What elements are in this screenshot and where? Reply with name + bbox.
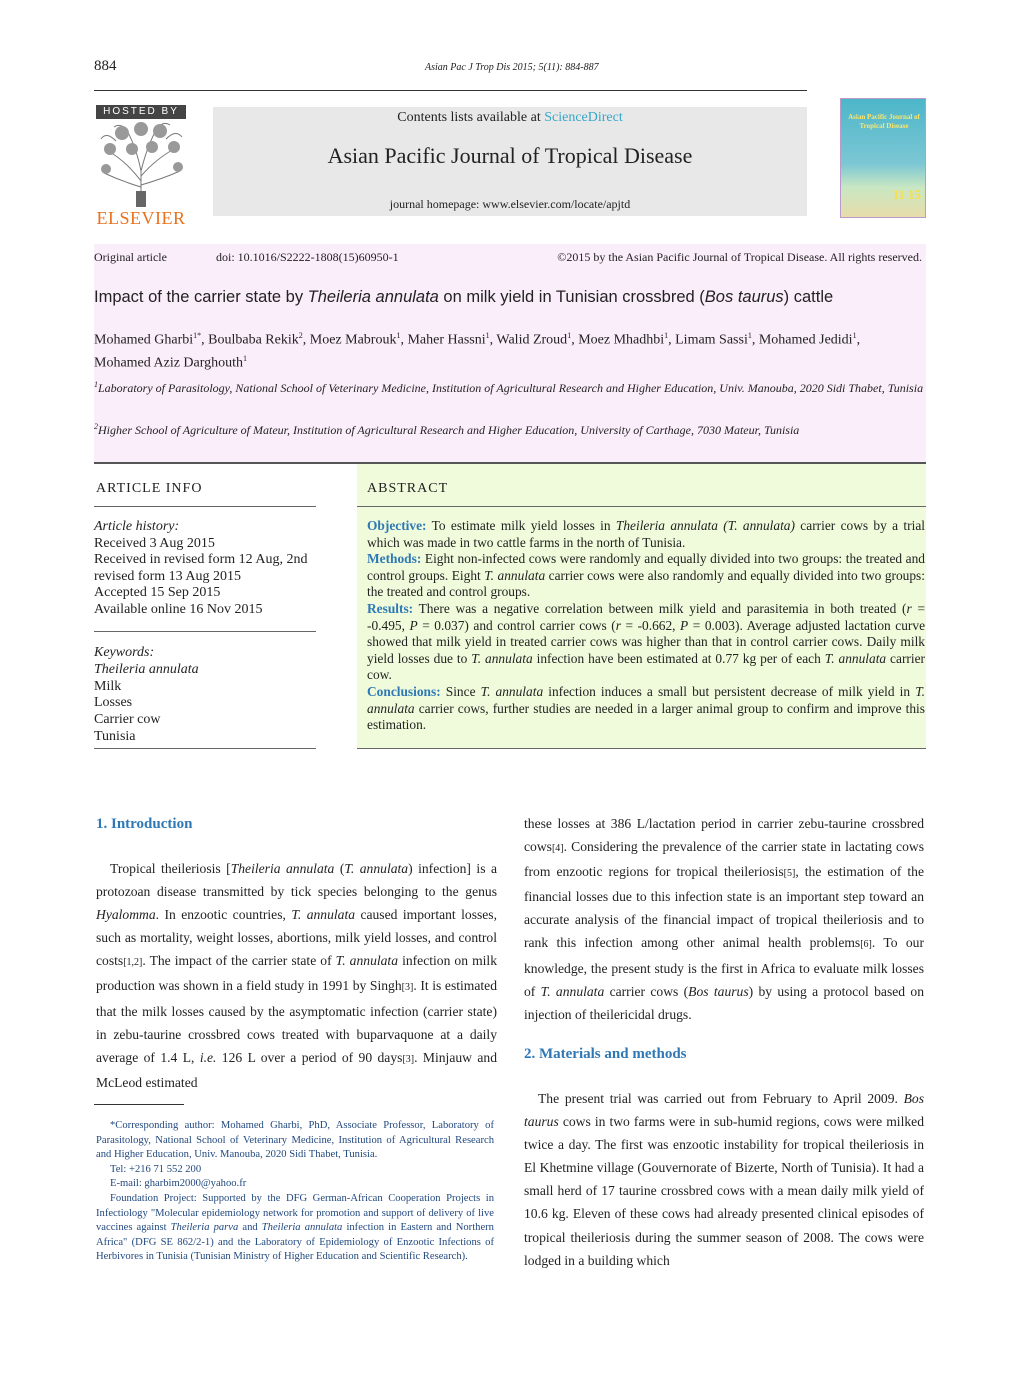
elsevier-wordmark: ELSEVIER bbox=[96, 208, 186, 228]
author: Maher Hassni bbox=[407, 332, 486, 348]
affiliation: $^1$Laboratory of Parasitology, National School of Veterinary Medicine, Institution of Agricultural Research and Higher Education, Univ. Manouba, 2020 Sidi Thabet, Tunisia bbox=[94, 380, 924, 395]
abstract-heading: ABSTRACT bbox=[367, 481, 449, 496]
keywords: Keywords: Theileria annulata Milk Losses Carrier cow Tunisia bbox=[94, 645, 199, 744]
cover-number: 11 15 bbox=[892, 187, 921, 202]
article-type: Original article bbox=[94, 250, 167, 264]
journal-cover-image bbox=[840, 98, 926, 218]
copyright: ©2015 by the Asian Pacific Journal of Tropical Disease. All rights reserved. bbox=[557, 250, 922, 264]
author: Boulbaba Rekik bbox=[208, 332, 299, 348]
section-heading-introduction: 1. Introduction bbox=[96, 816, 193, 832]
footnote-divider bbox=[94, 1104, 184, 1105]
affiliation: $^2$Higher School of Agriculture of Mateur, Institution of Agricultural Research and Higher Education, University of Carthage, 7030 Mateur, Tunisia bbox=[94, 422, 800, 437]
contents-prefix: Contents lists available at bbox=[397, 110, 545, 125]
divider bbox=[94, 506, 316, 507]
footnote: *Corresponding author: Mohamed Gharbi, PhD, Associate Professor, Laboratory of Parasitology, National School of Veterinary Medicine, Institution of Agricultural Research and Higher Education, Univ. Manouba, 2020 Sidi Thabet, Tunisia. Tel: +216 71 552 200 E-mail: gharbim2000@yahoo.fr Foundation Project: Supported by the DFG German-African Cooperation Projects in Infectiology "Molecular epidemiology network for promotion and support of delivery of live vaccines against Theileria parva and Theileria annulata infection in Eastern and Northern Africa" (DFG SE 862/2-1) and the Laboratory of Epidemiology of Enzootic Infections of Herbivores in Tunisia (Tunisian Ministry of Higher Education and Scientific Research). bbox=[96, 1120, 494, 1263]
divider bbox=[357, 748, 926, 749]
divider bbox=[94, 748, 316, 749]
author: Mohamed Jedidi bbox=[758, 332, 853, 348]
journal-homepage[interactable]: journal homepage: www.elsevier.com/locate/apjtd bbox=[389, 197, 631, 211]
cover-title: Asian Pacific Journal of Tropical Disease bbox=[848, 113, 920, 130]
author: Moez Mabrouk bbox=[309, 332, 397, 348]
page-number: 884 bbox=[94, 58, 117, 74]
author: Walid Zroud bbox=[496, 332, 568, 348]
elsevier-tree-logo bbox=[96, 121, 186, 209]
author-list: Mohamed Gharbi$^{1*}$, Boulbaba Rekik$^2$, Moez Mabrouk$^1$, Maher Hassni$^1$, Walid Zroud$^1$, Moez Mhadhbi$^1$, Limam Sassi$^1$, Mohamed Jedidi$^1$, Mohamed Aziz Darghouth$^1$ bbox=[94, 331, 861, 371]
divider bbox=[94, 631, 316, 632]
section-heading-methods: 2. Materials and methods bbox=[524, 1046, 687, 1062]
hosted-by-label: HOSTED BY bbox=[96, 105, 186, 119]
article-title: Impact of the carrier state by Theileria annulata on milk yield in Tunisian crossbred (Bos taurus) cattle bbox=[94, 288, 834, 306]
citation: Asian Pac J Trop Dis 2015; 5(11): 884-887 bbox=[425, 62, 599, 73]
sciencedirect-link[interactable]: ScienceDirect bbox=[544, 110, 623, 125]
introduction-text-continued: these losses at 386 L/lactation period in carrier zebu-taurine crossbred cows[4]. Considering the prevalence of the carrier state in lactating cows from enzootic regions for tropical theileriosis[5], the estimation of the financial losses due to this infection state is an important step toward an accurate analysis of the financial impact of tropical theileriosis and to rank this infection among other animal health problems[6]. To our knowledge, the present study is the first in Africa to evaluate milk losses of T. annulata carrier cows (Bos taurus) by using a protocol based on injection of theilericidal drugs. bbox=[524, 816, 925, 1022]
doi[interactable]: doi: 10.1016/S2222-1808(15)60950-1 bbox=[216, 250, 399, 264]
abstract-text: Objective: To estimate milk yield losses in Theileria annulata (T. annulata) carrier cows by a trial which was made in two cattle farms in the north of Tunisia. Methods: Eight non-infected cows were randomly and equally divided into two groups: the treated and control groups. Eight T. annulata carrier cows were also randomly and equally divided into two groups: the treated and control groups. Results: There was a negative correlation between milk yield and parasitemia in both treated (r = -0.495, P = 0.037) and control carrier cows (r = -0.662, P = 0.003). Average adjusted lactation curve showed that milk yield in treated carrier cows was higher than that in control carrier cows. Daily milk yield losses due to T. annulata infection have been estimated at 0.77 kg per of each T. annulata carrier cow. Conclusions: Since T. annulata infection induces a small but persistent decrease of milk yield in T. annulata carrier cows, further studies are needed in a larger animal group to confirm and improve this estimation. bbox=[367, 518, 926, 733]
author: Mohamed Aziz Darghouth bbox=[94, 355, 244, 371]
divider bbox=[357, 506, 926, 507]
author: Mohamed Gharbi bbox=[94, 332, 194, 348]
contents-line bbox=[213, 110, 807, 126]
author: Moez Mhadhbi bbox=[578, 332, 665, 348]
article-history: Article history: Received 3 Aug 2015 Received in revised form 12 Aug, 2nd revised form 13 Aug 2015 Accepted 15 Sep 2015 Available online 16 Nov 2015 bbox=[94, 519, 308, 617]
divider bbox=[94, 462, 926, 464]
author: Limam Sassi bbox=[675, 332, 748, 348]
journal-title: Asian Pacific Journal of Tropical Disease bbox=[327, 143, 693, 168]
divider bbox=[94, 90, 807, 91]
methods-text: The present trial was carried out from February to April 2009. Bos taurus cows in two farms were in sub-humid regions, cows were milked twice a day. The first was enzootic instability for tropical theileriosis in El Khetmine village (Gouvernorate of Bizerte, North of Tunisia). It had a small herd of 17 taurine crossbred cows with a mean daily milk yield of 10.6 kg. Eleven of these cows had already presented clinical episodes of tropical theileriosis during the summer season of 2008. The cows were lodged in a building which bbox=[524, 1091, 924, 1268]
article-info-heading: ARTICLE INFO bbox=[96, 481, 203, 496]
introduction-text: Tropical theileriosis [Theileria annulata (T. annulata) infection] is a protozoan disease transmitted by tick species belonging to the genus Hyalomma. In enzootic countries, T. annulata caused important losses, such as mortality, weight losses, abortions, milk yield losses, and control costs[1,2]. The impact of the carrier state of T. annulata infection on milk production was shown in a field study in 1991 by Singh[3]. It is estimated that the milk losses caused by the asymptomatic infection (carrier state) in zebu-taurine crossbred cows treated with buparvaquone at a daily average of 1.4 L, i.e. 126 L over a period of 90 days[3]. Minjauw and McLeod estimated bbox=[96, 861, 498, 1090]
